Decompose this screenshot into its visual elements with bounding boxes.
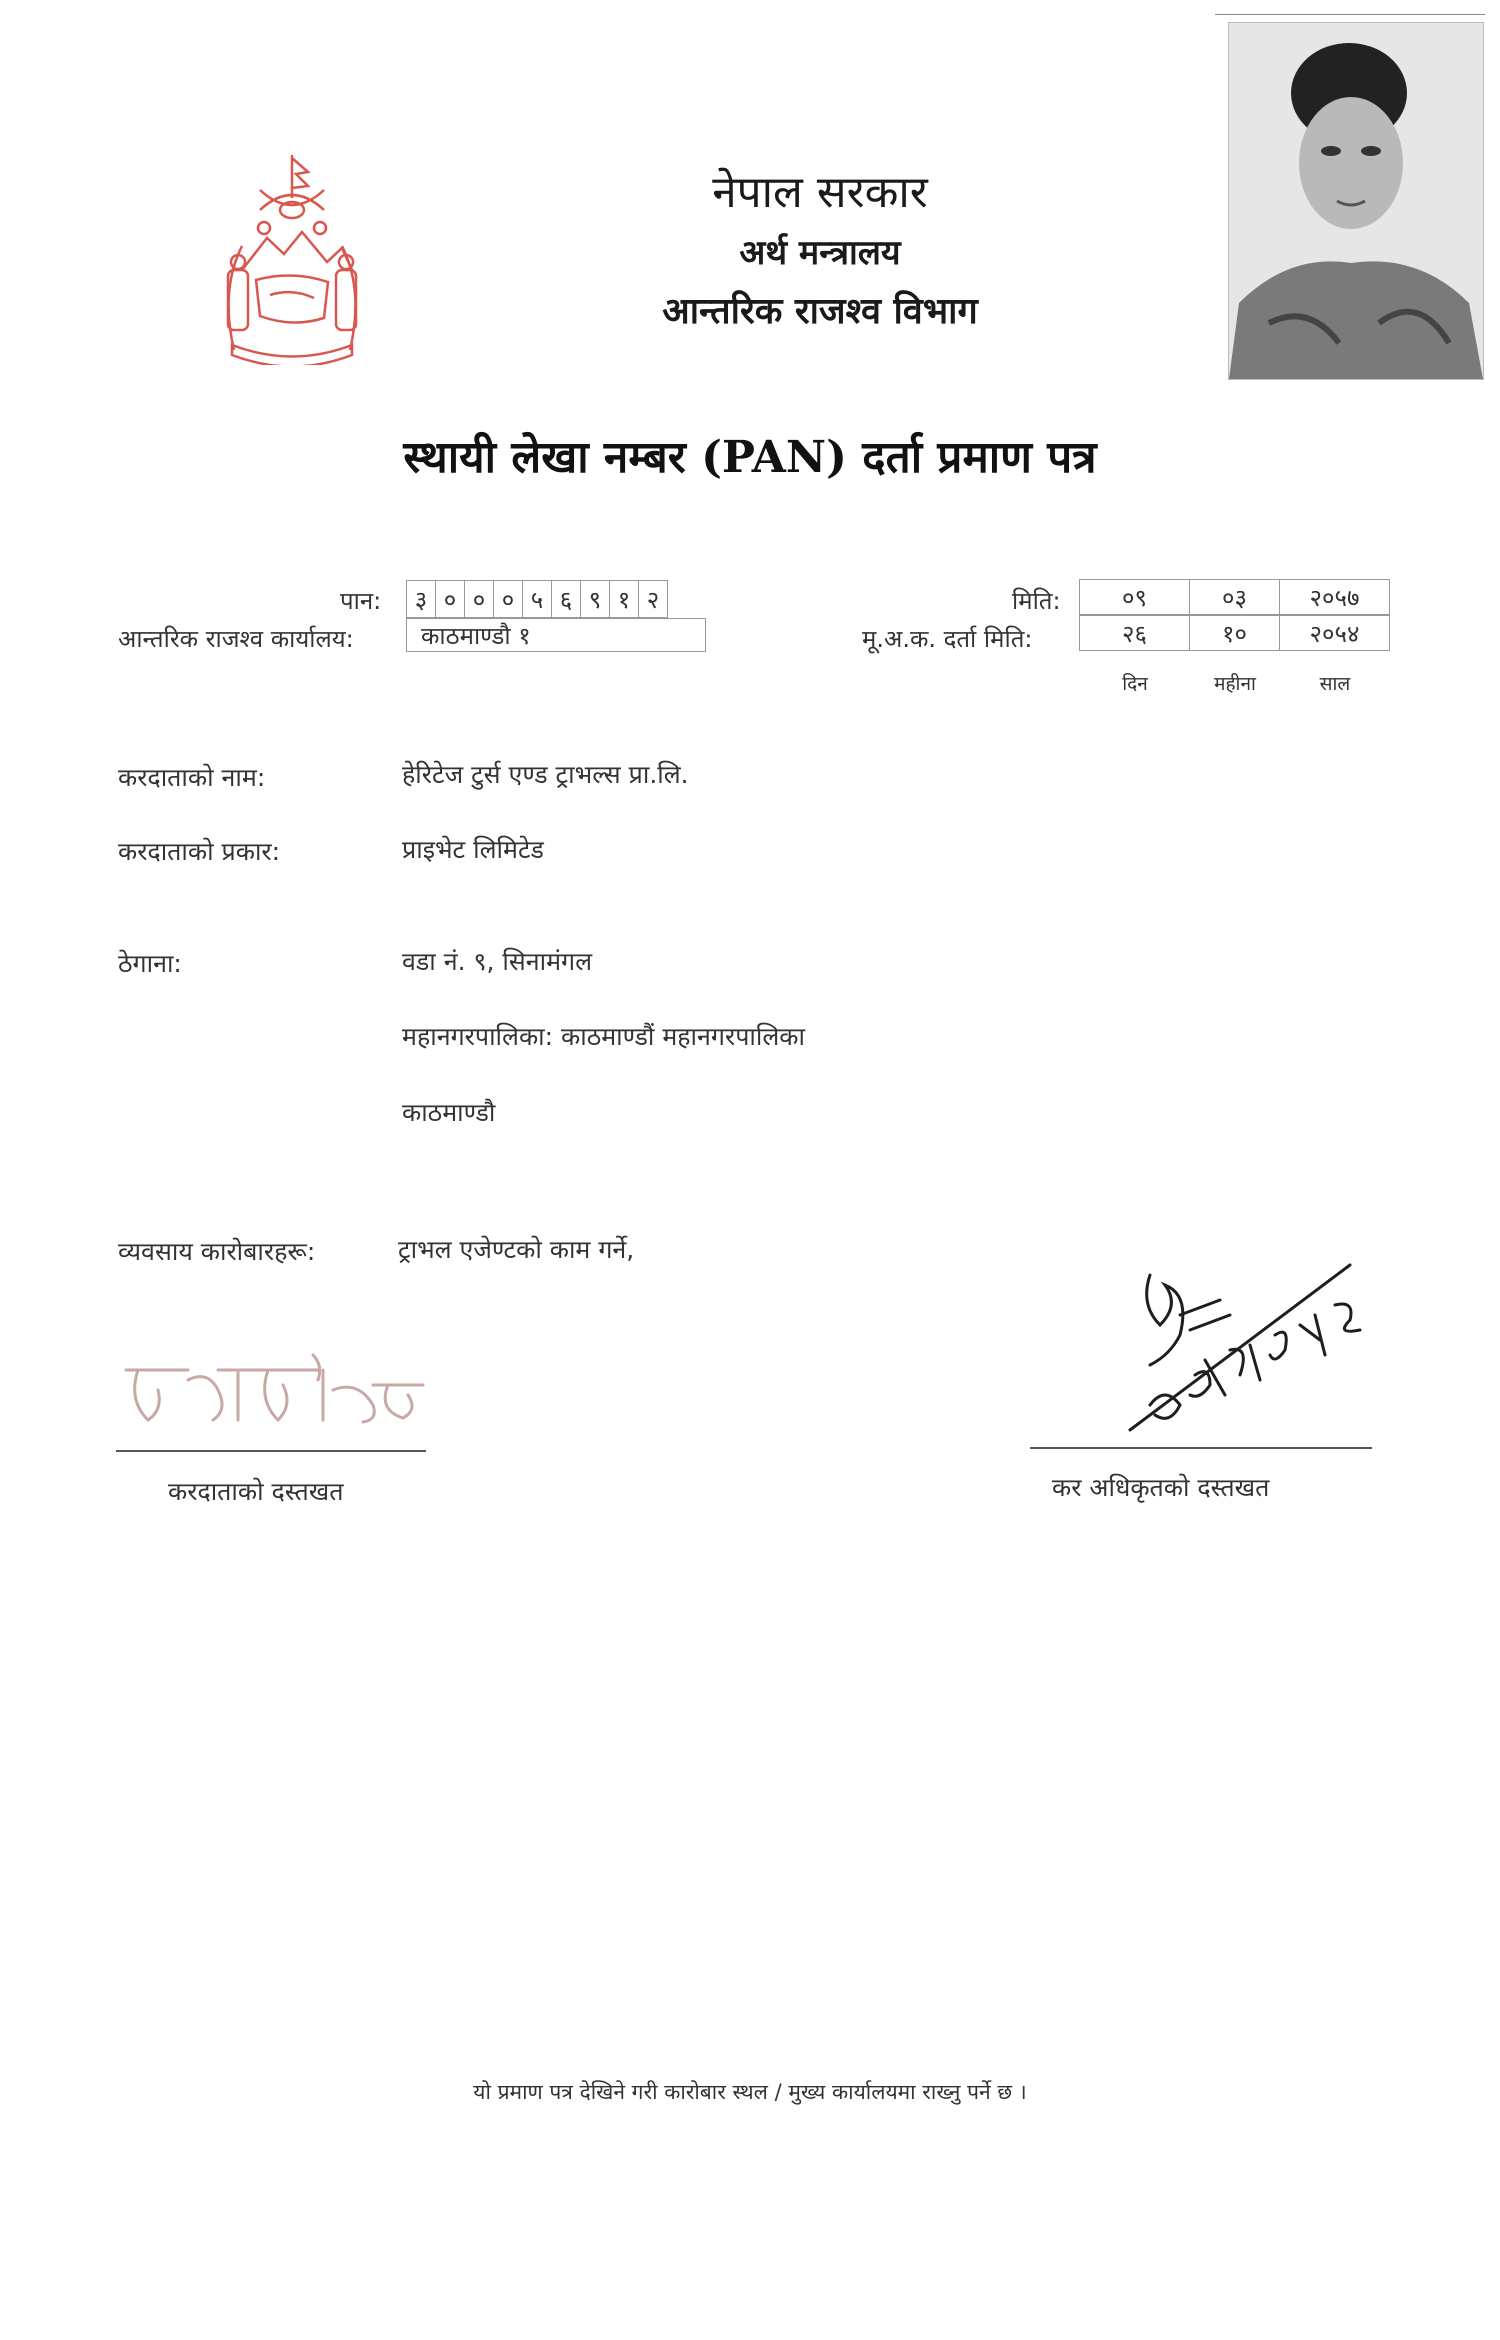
vat-registration-label: मू.अ.क. दर्ता मिति: [862, 625, 1033, 653]
pan-digit: ० [465, 581, 494, 617]
taxpayer-type-value: प्राइभेट लिमिटेड [402, 835, 544, 864]
pan-label: पान: [340, 587, 382, 615]
business-label: व्यवसाय कारोबारहरू: [118, 1237, 316, 1266]
address-line-district: काठमाण्डौ [402, 1098, 496, 1127]
business-value: ट्राभल एजेण्टको काम गर्ने, [398, 1235, 635, 1264]
taxpayer-name-value: हेरिटेज टुर्स एण्ड ट्राभल्स प्रा.लि. [402, 760, 689, 789]
office-value: काठमाण्डौ १ [406, 618, 706, 652]
address-line-municipality: महानगरपालिका: काठमाण्डौं महानगरपालिका [402, 1022, 805, 1051]
pan-number-boxes [406, 580, 668, 618]
issue-date-boxes [1080, 580, 1390, 615]
date-column-headers [1080, 670, 1390, 696]
month-header: महीना [1214, 673, 1256, 695]
address-label: ठेगाना: [118, 949, 182, 978]
pan-digit: ३ [407, 581, 436, 617]
vat-date-year: २०५४ [1279, 615, 1390, 651]
taxpayer-type-label: करदाताको प्रकार: [118, 837, 281, 866]
pan-digit: ५ [523, 581, 552, 617]
office-label: आन्तरिक राजश्व कार्यालय: [118, 625, 354, 653]
taxpayer-signature-label: करदाताको दस्तखत [168, 1477, 344, 1506]
pan-digit: ६ [552, 581, 581, 617]
pan-digit: ० [436, 581, 465, 617]
officer-signature-label: कर अधिकृतको दस्तखत [1052, 1473, 1270, 1502]
address-line-ward: वडा नं. ९, सिनामंगल [402, 947, 593, 976]
pan-digit: १ [610, 581, 639, 617]
footer-note: यो प्रमाण पत्र देखिने गरी कारोबार स्थल / मुख्य कार्यालयमा राख्नु पर्ने छ । [473, 2080, 1027, 2104]
ministry-heading: अर्थ मन्त्रालय [739, 233, 901, 273]
issue-date-day: ०९ [1079, 579, 1190, 615]
taxpayer-signature-line [116, 1450, 426, 1452]
pan-digit: ९ [581, 581, 610, 617]
applicant-photo [1228, 22, 1484, 380]
department-heading: आन्तरिक राजश्व विभाग [662, 290, 978, 332]
officer-signature [1110, 1245, 1380, 1445]
pan-digit: २ [646, 585, 660, 614]
issue-date-month: ०३ [1189, 579, 1280, 615]
issue-date-year: २०५७ [1279, 579, 1390, 615]
year-header: साल [1319, 673, 1351, 695]
date-label: मिति: [1012, 587, 1061, 615]
officer-signature-line [1030, 1447, 1372, 1449]
taxpayer-signature [118, 1350, 428, 1445]
government-heading: नेपाल सरकार [712, 167, 928, 218]
vat-date-month: १० [1189, 615, 1280, 651]
taxpayer-name-label: करदाताको नाम: [118, 763, 266, 792]
day-header: दिन [1122, 673, 1148, 695]
vat-date-day: २६ [1079, 615, 1190, 651]
certificate-title: स्थायी लेखा नम्बर (PAN) दर्ता प्रमाण पत्र [403, 432, 1097, 483]
photo-divider [1215, 14, 1485, 15]
vat-registration-date-boxes [1080, 616, 1390, 651]
pan-digit: ० [494, 581, 523, 617]
